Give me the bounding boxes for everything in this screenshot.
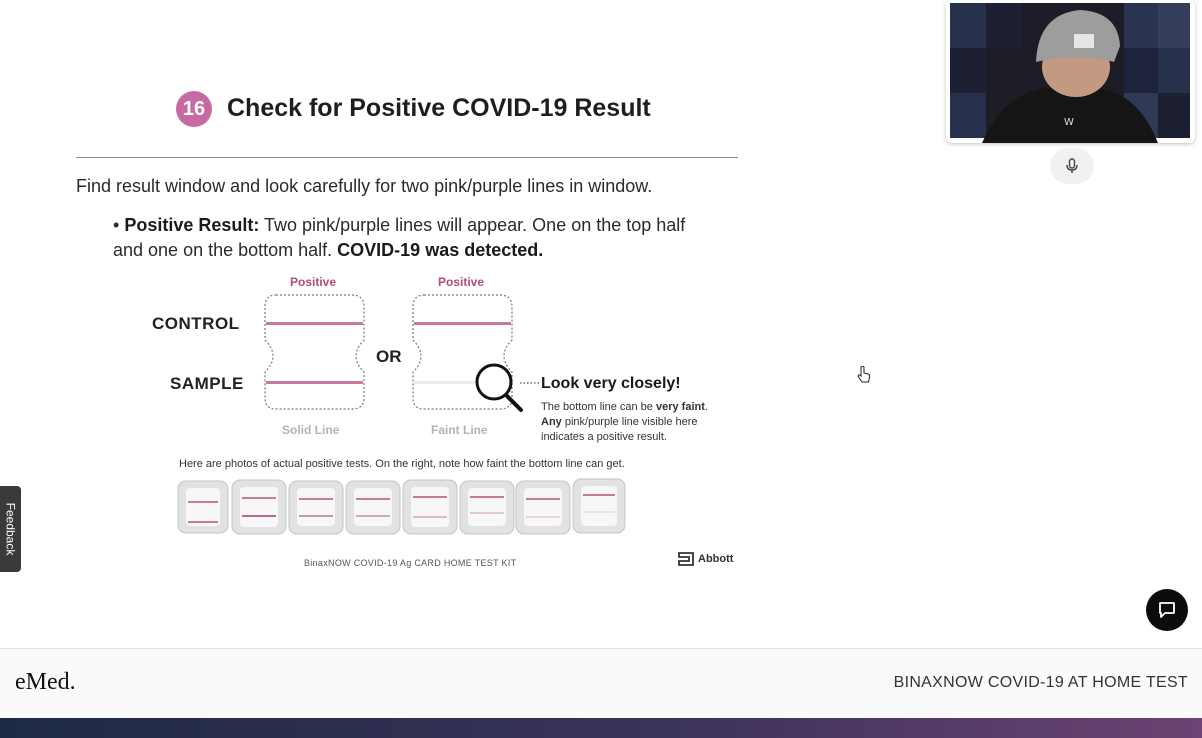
test-photo [460,481,514,534]
test-photo [232,480,286,534]
magnifier-icon [470,362,542,414]
intro-text: Find result window and look carefully for two pink/purple lines in window. [76,176,653,196]
solid-line-test-window [262,292,370,414]
test-photo [289,481,343,534]
abbott-logo-icon [677,552,695,566]
bottom-bar [0,648,1202,719]
look-closely-heading: Look very closely! [541,375,681,392]
mic-button[interactable] [1050,148,1094,184]
positive-label-left: Positive [290,275,337,289]
sample-line-solid [266,381,363,384]
test-photo [178,481,228,533]
control-line [414,322,511,325]
bullet-lead: Positive Result: [124,215,260,235]
bullet-emphasis: COVID-19 was detected. [337,240,544,260]
kit-name: BinaxNOW COVID-19 Ag CARD HOME TEST KIT [304,558,517,568]
faint-line-label: Faint Line [431,423,488,437]
sample-label: SAMPLE [170,374,244,393]
feedback-label: Feedback [3,502,18,556]
test-photo [516,481,570,534]
step-title: Check for Positive COVID-19 Result [227,94,651,122]
positive-result-bullet: • Positive Result: Two pink/purple lines will appear. One on the top half and one on the bottom half. COVID-19 was detected. [113,215,686,260]
bottom-gradient-strip [0,718,1202,738]
step-number-badge: 16 [176,91,212,127]
photos-caption: Here are photos of actual positive tests. On the right, note how faint the bottom line can get. [179,458,625,470]
product-name: BINAXNOW COVID-19 AT HOME TEST [893,674,1188,691]
test-photo [403,480,457,534]
or-label: OR [376,347,402,366]
chat-icon [1158,601,1176,619]
test-photo [573,479,625,533]
control-line [266,322,363,325]
abbott-logo [677,552,733,566]
title-divider [76,157,738,158]
control-label: CONTROL [152,314,240,333]
abbott-wordmark: Abbott [698,553,734,565]
faint-line-explanation: The bottom line can be very faint. Any pink/purple line visible here indicates a positive result. [541,401,708,443]
solid-line-label: Solid Line [282,423,340,437]
positive-label-right: Positive [438,275,485,289]
participant-video [946,0,1195,143]
emed-logo: eMed. [15,669,76,695]
hand-cursor-icon [856,366,872,389]
feedback-tab[interactable] [0,486,21,572]
bullet-text: Two pink/purple lines will appear. One on the top half and one on the bottom half. [113,215,686,260]
test-photo [346,481,400,534]
svg-text:W: W [1064,117,1074,128]
chat-button[interactable] [1146,589,1188,631]
video-preview [946,0,1195,143]
mic-icon [1065,158,1079,174]
positive-test-photos [176,478,628,536]
